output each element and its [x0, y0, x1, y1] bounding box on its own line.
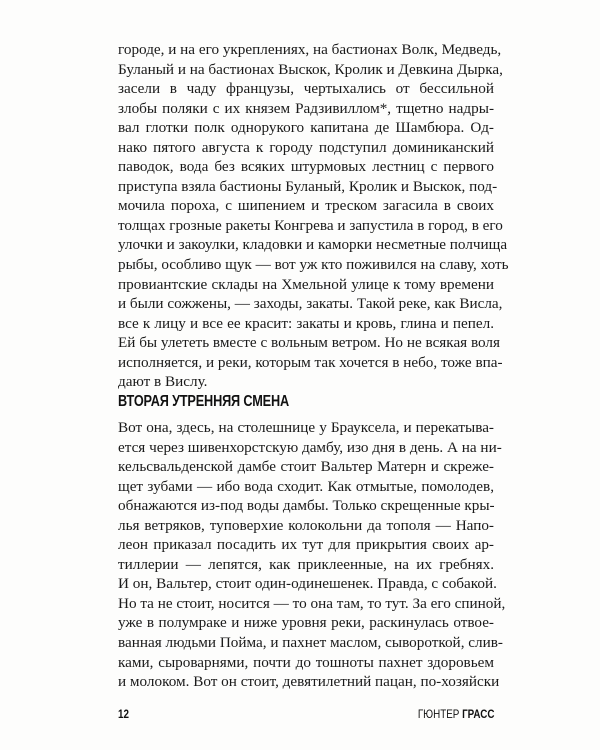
text-line: ется через шивенхорстскую дамбу, изо дня в день. А на ни-: [118, 438, 502, 456]
author-first-name: ГЮНТЕР: [417, 707, 459, 721]
author-last-name: ГРАСС: [461, 707, 494, 721]
text-line: рыбы, особливо щук — вот уж кто поживился на славу, хоть: [118, 256, 509, 274]
text-line: толщах грозные ракеты Конгрева и запустила в город, в его: [118, 216, 503, 234]
text-line: щет зубами — ибо вода сходит. Как отмытые, помолодев,: [118, 477, 494, 495]
running-head: [417, 704, 494, 724]
text-line: засели в чаду французы, чертыхались от бессильной: [118, 80, 494, 98]
text-line: Но та не стоит, носится — то она там, то тут. За его спиной,: [118, 594, 506, 612]
text-line: исполняется, и реки, которым так хочется в небо, тоже впа-: [118, 353, 503, 371]
text-line: дают в Вислу.: [118, 373, 208, 391]
text-line: ками, сыроварнями, почти до тошноты пахнет здоровьем: [118, 653, 494, 671]
text-line: тиллерии — лепятся, как приклеенные, на их гребнях.: [118, 555, 494, 573]
text-line: обнажаются из-под воды дамбы. Только скрещенные кры-: [118, 497, 495, 515]
text-line: городе, и на его укреплениях, на бастионах Волк, Медведь,: [118, 41, 502, 58]
text-line: ванная людьми Пойма, и пахнет маслом, сывороткой, слив-: [118, 634, 503, 652]
text-line: уже в полумраке и ниже уровня реки, раскинулась отвое-: [118, 614, 494, 632]
text-line: лья ветряков, туповерхие колокольни да тополя — Напо-: [118, 516, 494, 534]
text-line: Вот она, здесь, на столешнице у Брауксела, и перекатыва-: [118, 419, 494, 436]
text-line: приступа взяла бастионы Буланый, Кролик и Выскок, под-: [118, 177, 498, 195]
text-line: И он, Вальтер, стоит один-одинешенек. Правда, с собакой.: [118, 575, 497, 593]
text-line: улочки и закоулки, кладовки и каморки несметные полчища: [118, 236, 508, 254]
text-line: все к лицу и все ее красит: закаты и кровь, глина и пепел.: [118, 314, 494, 332]
section-paragraph: [118, 418, 506, 692]
text-line: и были сожжены, — заходы, закаты. Такой реке, как Висла,: [118, 295, 503, 313]
text-line: Буланый и на бастионах Выскок, Кролик и Девкина Дырка,: [118, 60, 503, 78]
section-heading: ВТОРАЯ УТРЕННЯЯ СМЕНА: [118, 393, 290, 410]
paragraph-continued: [118, 40, 509, 392]
text-line: провиантские склады на Хмельной улице к тому времени: [118, 275, 494, 293]
page-number: 12: [118, 707, 129, 721]
text-line: злобы поляки с их князем Радзивиллом*, тщетно надры-: [118, 99, 494, 117]
text-line: нако пятого августа к городу подступил доминиканский: [118, 138, 494, 156]
text-line: леон приказал посадить их тут для прикрытия своих ар-: [118, 536, 494, 554]
text-line: кельсвальденской дамбе стоит Вальтер Матерн и скреже-: [118, 458, 494, 476]
text-line: Ей бы улететь вместе с вольным ветром. Но не всякая воля: [118, 334, 500, 352]
text-line: паводок, вода без всяких штурмовых лестниц с первого: [118, 158, 494, 176]
text-line: вал глотки полк однорукого капитана де Шамбюра. Од-: [118, 119, 494, 137]
text-line: и молоком. Вот он стоит, девятилетний пацан, по-хозяйски: [118, 673, 500, 691]
page-footer: [118, 704, 494, 724]
text-line: мочила пороха, с шипением и треском загасила в своих: [118, 197, 494, 215]
